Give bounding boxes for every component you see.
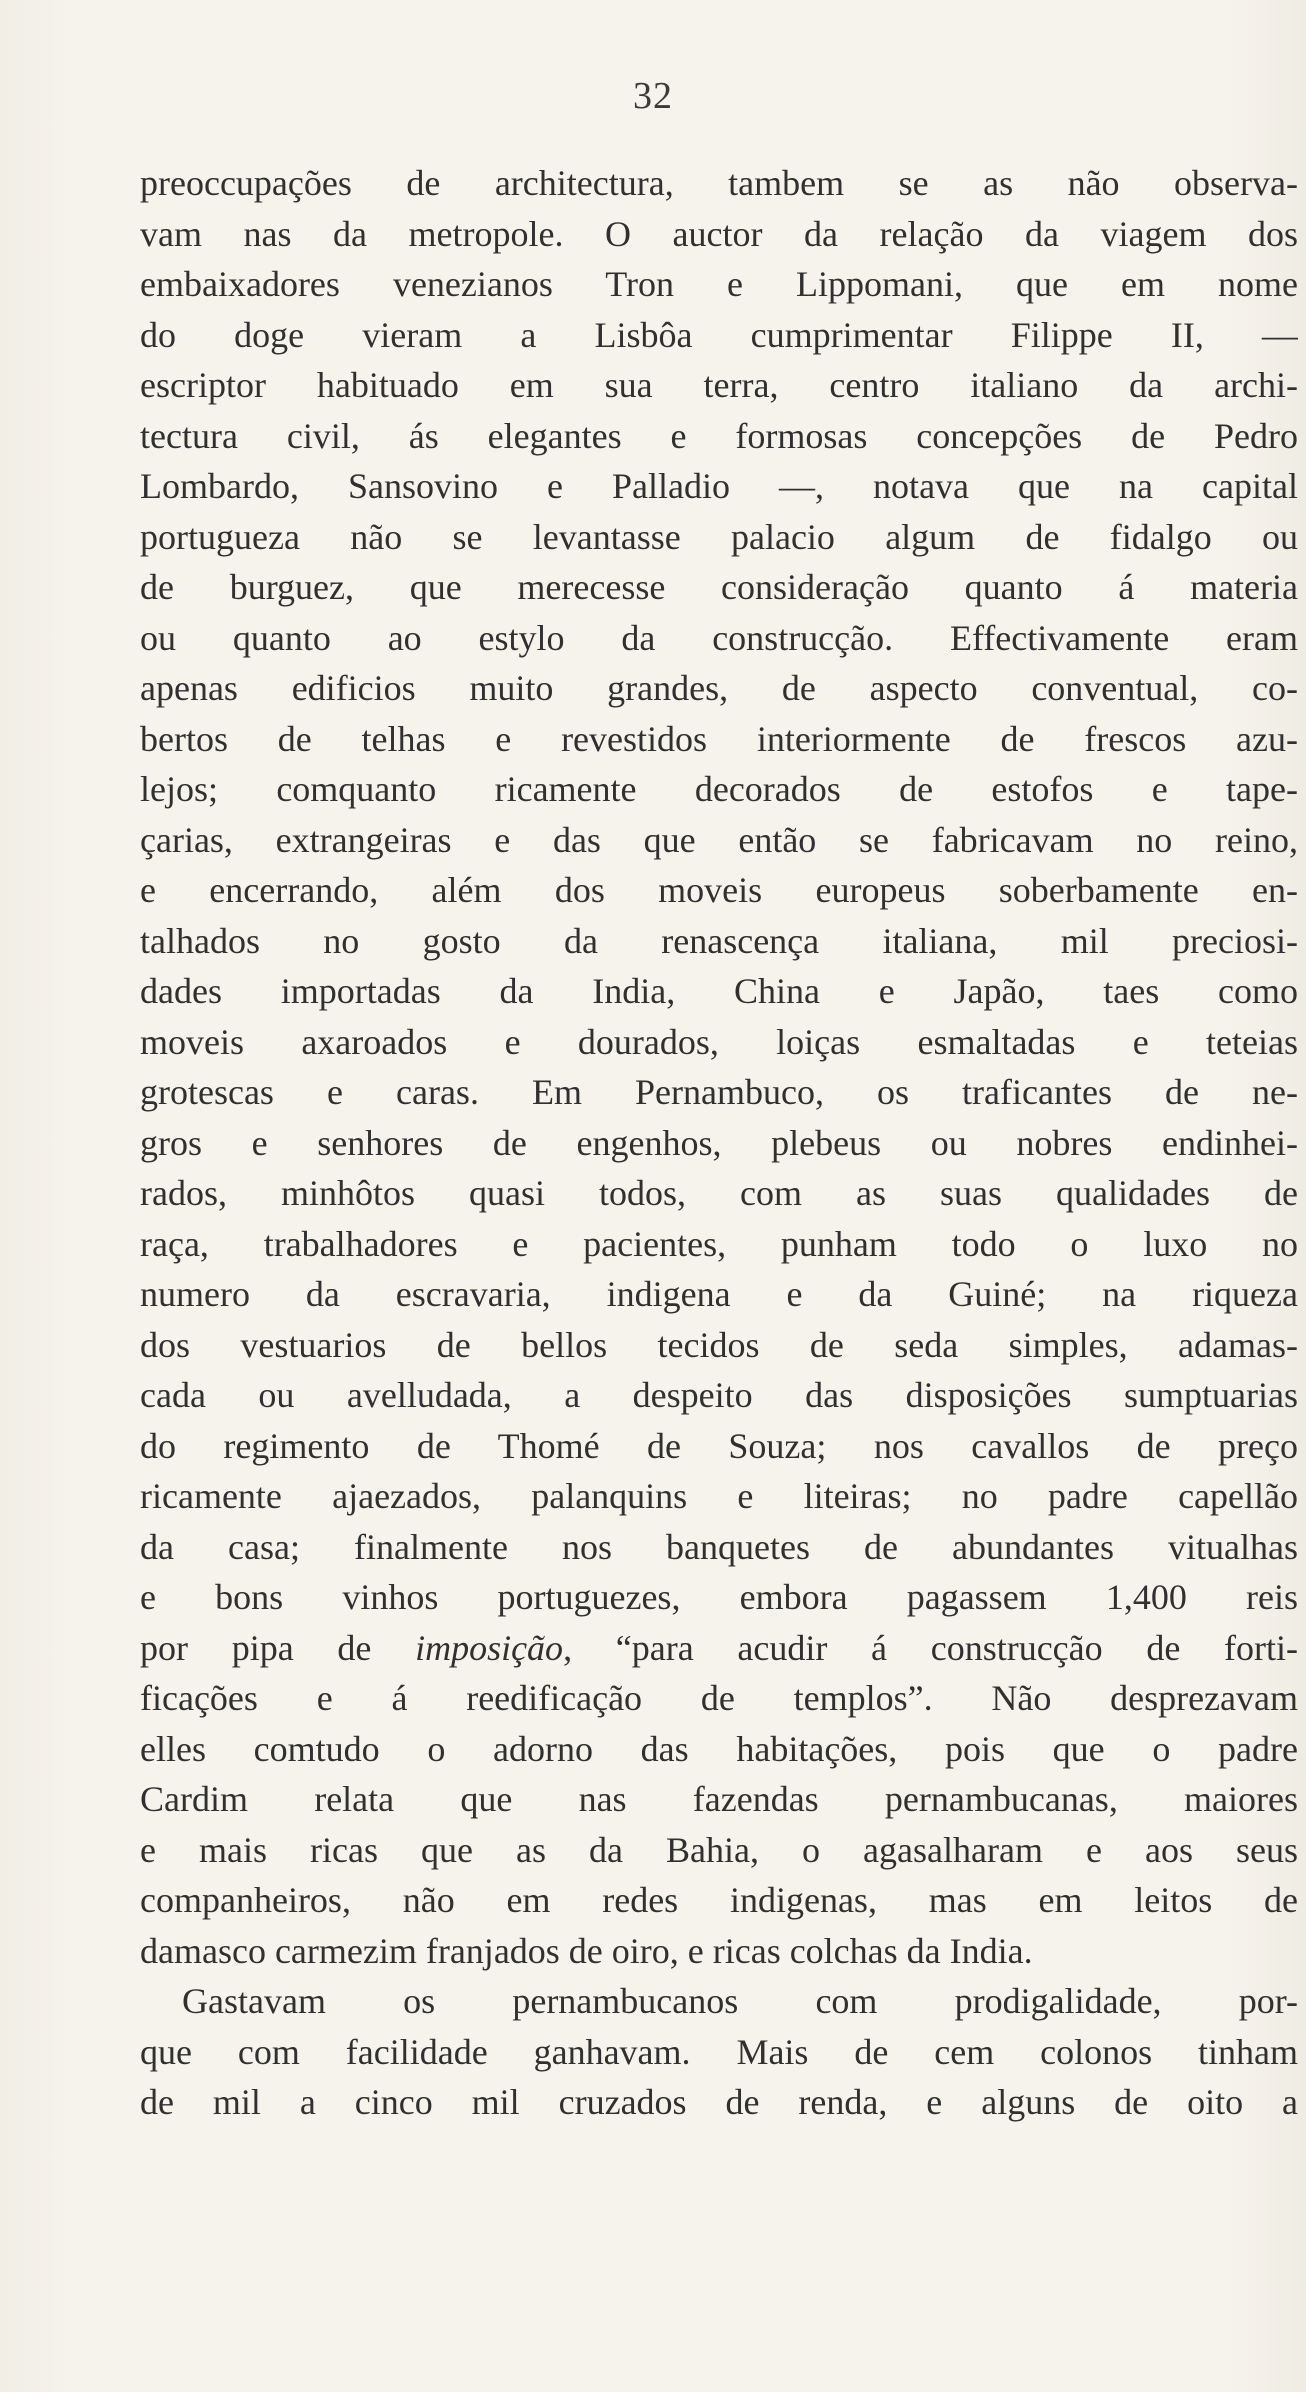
text-line: rados, minhôtos quasi todos, com as suas qualidades de [140, 1173, 1298, 1213]
text-line: e bons vinhos portuguezes, embora pagassem 1,400 reis [140, 1577, 1298, 1617]
text-line: ricamente ajaezados, palanquins e liteiras; no padre capellão [140, 1476, 1298, 1516]
text-line: raça, trabalhadores e pacientes, punham todo o luxo no [140, 1223, 1298, 1264]
text-line: bertos de telhas e revestidos interiormente de frescos azu- [140, 718, 1298, 759]
text-line: ficações e á reedificação de templos”. Não desprezavam [140, 1678, 1298, 1718]
text-line: preoccupações de architectura, tambem se as não observa- [140, 163, 1298, 203]
text-line: e mais ricas que as da Bahia, o agasalharam e aos seus [140, 1829, 1298, 1870]
paragraph-end-line: damasco carmezim franjados de oiro, e ricas colchas da India. [140, 1930, 1033, 1971]
text-line: elles comtudo o adorno das habitações, pois que o padre [140, 1728, 1298, 1769]
text-line: vam nas da metropole. O auctor da relação da viagem dos [140, 213, 1298, 254]
page-number: 32 [633, 75, 673, 117]
italic-term: imposição [415, 1627, 564, 1668]
text-line: que com facilidade ganhavam. Mais de cem colonos tinham [140, 2031, 1298, 2072]
text-line: embaixadores venezianos Tron e Lippomani, que em nome [140, 264, 1298, 304]
text-line: portugueza não se levantasse palacio algum de fidalgo ou [140, 516, 1298, 557]
text-line: do doge vieram a Lisbôa cumprimentar Filippe II, — [140, 314, 1298, 355]
text-line: Lombardo, Sansovino e Palladio —, notava que na capital [140, 466, 1298, 506]
text-fragment: por pipa de [140, 1627, 416, 1668]
text-line: gros e senhores de engenhos, plebeus ou nobres endinhei- [140, 1122, 1298, 1163]
text-line: da casa; finalmente nos banquetes de abundantes vitualhas [140, 1526, 1298, 1567]
text-line: cada ou avelludada, a despeito das disposições sumptuarias [140, 1375, 1298, 1415]
text-line: çarias, extrangeiras e das que então se fabricavam no reino, [140, 819, 1298, 860]
text-line: tectura civil, ás elegantes e formosas concepções de Pedro [140, 415, 1298, 456]
text-line: dos vestuarios de bellos tecidos de seda simples, adamas- [140, 1324, 1298, 1365]
text-line: escriptor habituado em sua terra, centro italiano da archi- [140, 365, 1298, 405]
text-line: apenas edificios muito grandes, de aspecto conventual, co- [140, 668, 1298, 708]
text-line: moveis axaroados e dourados, loiças esmaltadas e teteias [140, 1021, 1298, 1062]
body-text [140, 158, 1298, 2128]
text-line: companheiros, não em redes indigenas, mas em leitos de [140, 1880, 1298, 1920]
text-line: e encerrando, além dos moveis europeus soberbamente en- [140, 870, 1298, 910]
paragraph-start-line: Gastavam os pernambucanos com prodigalidade, por- [182, 1981, 1298, 2021]
text-line: Cardim relata que nas fazendas pernambucanas, maiores [140, 1779, 1298, 1819]
text-line: ou quanto ao estylo da construcção. Effectivamente eram [140, 617, 1298, 658]
text-line: dades importadas da India, China e Japão, taes como [140, 971, 1298, 1011]
text-line: numero da escravaria, indigena e da Guiné; na riqueza [140, 1274, 1298, 1314]
text-fragment: , “para acudir á construcção de forti- [563, 1627, 1298, 1668]
text-line: talhados no gosto da renascença italiana, mil preciosi- [140, 920, 1298, 961]
text-line: do regimento de Thomé de Souza; nos cavallos de preço [140, 1425, 1298, 1466]
text-line-with-italic [140, 1623, 1298, 1674]
text-line: de burguez, que merecesse consideração quanto á materia [140, 567, 1298, 607]
text-line: de mil a cinco mil cruzados de renda, e alguns de oito a [140, 2082, 1298, 2122]
text-line: lejos; comquanto ricamente decorados de estofos e tape- [140, 769, 1298, 809]
text-line: grotescas e caras. Em Pernambuco, os traficantes de ne- [140, 1072, 1298, 1112]
